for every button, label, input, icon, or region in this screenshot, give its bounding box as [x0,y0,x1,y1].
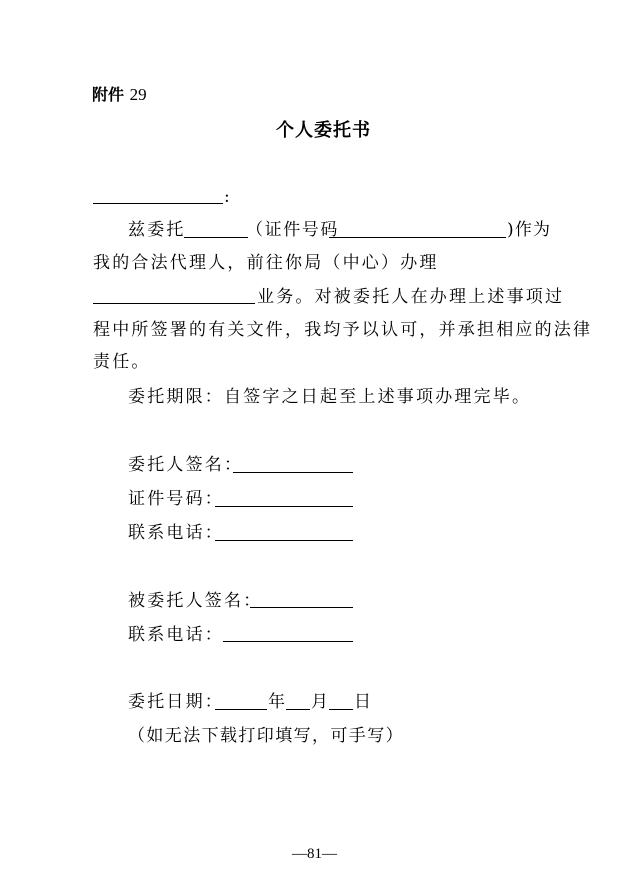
attachment-number: 29 [129,85,147,104]
principal-phone-blank[interactable] [215,540,353,541]
day-label: 日 [354,692,374,712]
principal-id-label: 证件号码： [128,489,224,509]
business-blank[interactable] [93,303,255,304]
attachment-label: 附件 29 [92,85,147,104]
agent-phone-label: 联系电话： [128,625,224,645]
id-number-label: （证件号码 [246,220,339,240]
agent-phone-blank[interactable] [223,641,353,642]
body-line-4: 程中所签署的有关文件，我均予以认可，并承担相应的法律 [93,320,593,340]
addressee-blank[interactable] [93,203,223,204]
page-number: —81— [292,846,337,862]
as-suffix: )作为 [507,220,552,240]
agent-signature-label: 被委托人签名： [128,591,263,611]
entrust-period: 委托期限：自签字之日起至上述事项办理完毕。 [128,387,532,407]
agent-signature-blank[interactable] [250,607,353,608]
day-blank[interactable] [329,709,353,710]
handwrite-note: （如无法下载打印填写，可手写） [128,726,404,746]
body-line-5: 责任。 [93,352,151,372]
year-label: 年 [268,692,288,712]
principal-id-blank[interactable] [215,506,353,507]
principal-signature-label: 委托人签名： [128,455,244,475]
body-line-3: 业务。对被委托人在办理上述事项过 [257,287,565,307]
principal-phone-label: 联系电话： [128,523,224,543]
body-line-2: 我的合法代理人，前往你局（中心）办理 [93,253,439,273]
agent-name-blank[interactable] [184,237,248,238]
year-blank[interactable] [215,709,267,710]
month-blank[interactable] [286,709,310,710]
document-title: 个人委托书 [276,120,371,141]
principal-signature-blank[interactable] [233,472,353,473]
entrust-prefix: 兹委托 [128,220,186,240]
month-label: 月 [311,692,331,712]
addressee-colon: : [224,187,232,207]
agent-id-blank[interactable] [329,237,506,238]
date-label: 委托日期： [128,692,224,712]
